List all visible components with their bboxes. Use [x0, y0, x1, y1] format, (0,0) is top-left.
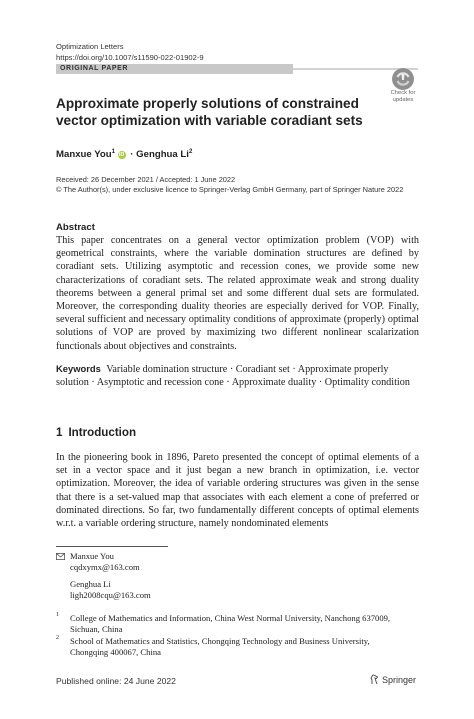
affiliation-text: College of Mathematics and Information, China West Normal University, Nanchong 637009, Sichuan, China	[70, 613, 391, 634]
author-name[interactable]: Manxue You	[56, 149, 112, 161]
copyright-notice: © The Author(s), under exclusive licence to Springer-Verlag GmbH Germany, part of Springer Nature 2022	[56, 185, 404, 195]
section-number: 1	[56, 426, 63, 439]
contact-name: Manxue You	[70, 551, 114, 561]
section-heading	[56, 426, 136, 439]
received-accepted: Received: 26 December 2021 / Accepted: 1 June 2022	[56, 175, 236, 184]
journal-header	[56, 42, 204, 63]
footnote-rule	[56, 546, 168, 547]
affiliation-number: 2	[56, 635, 59, 641]
journal-name: Optimization Letters	[56, 42, 124, 51]
abstract-heading: Abstract	[56, 222, 95, 233]
introduction-text: In the pioneering book in 1896, Pareto presented the concept of optimal elements of a set in a vector space and it just began a new branch in optimization, i.e. vector optimization. Moreover, the idea of variable ordering structures was given in the sense that there is a set-valued map that associates with each element a cone of preferred or dominated directions. So far, two fundamentally different concepts of optimal elements w.r.t. a variable ordering structure, namely nondominated elements	[56, 452, 419, 530]
paper-title: Approximate properly solutions of constrained vector optimization with variable coradiant sets	[56, 96, 363, 128]
keywords-text: Variable domination structure · Coradiant set · Approximate properly solution · Asymptotic and recession cone · Approximate duality · Optimality condition	[56, 364, 410, 389]
author-separator: ·	[127, 149, 137, 161]
publication-dates	[56, 175, 403, 196]
contact-email[interactable]: ligh2008cqu@163.com	[70, 590, 151, 600]
published-online: Published online: 24 June 2022	[56, 676, 176, 686]
springer-horse-icon	[370, 674, 379, 685]
doi-link[interactable]: https://doi.org/10.1007/s11590-022-01902-9	[56, 52, 204, 62]
affiliation-text: School of Mathematics and Statistics, Chongqing Technology and Business University, Chongqing 400067, China	[70, 636, 370, 657]
publisher-logo[interactable]	[370, 674, 416, 685]
abstract-text: This paper concentrates on a general vector optimization problem (VOP) with geometrical constraints, where the variable domination structures are defined by coradiant sets. Utilizing asymptotic and recession cones, we provide some new characterizations of coradiant sets. The related approximate weak and strong duality theorems between a general primal set and some different dual sets are formulated. Moreover, the corresponding duality theories are especially derived for VOP. Finally, several sufficient and necessary optimality conditions of approximate (properly) optimal solutions of VOP are proved by maximizing two different nonlinear scalarization functionals about objectives and constraints.	[56, 235, 419, 352]
paper-type-bar	[56, 64, 293, 74]
paper-type-label: ORIGINAL PAPER	[60, 65, 129, 72]
envelope-icon	[56, 553, 65, 560]
affiliation-number: 1	[56, 612, 59, 618]
author-list	[56, 146, 192, 161]
keywords-label: Keywords	[56, 363, 101, 374]
affiliation-marker: 1	[111, 149, 115, 155]
check-for-updates-text: Check for updates	[390, 90, 416, 103]
keywords	[56, 362, 419, 389]
contact-email[interactable]: cqdxymx@163.com	[70, 562, 140, 572]
publisher-name: Springer	[382, 675, 417, 685]
affiliation-marker: 2	[188, 149, 193, 155]
contact-name: Genghua Li	[70, 579, 111, 589]
check-for-updates-icon	[392, 68, 414, 90]
orcid-icon[interactable]: iD	[118, 152, 125, 159]
section-title: Introduction	[68, 426, 137, 439]
corresponding-contacts	[70, 551, 151, 601]
author-name[interactable]: Genghua Li	[136, 149, 189, 161]
check-for-updates-badge[interactable]	[386, 68, 420, 104]
